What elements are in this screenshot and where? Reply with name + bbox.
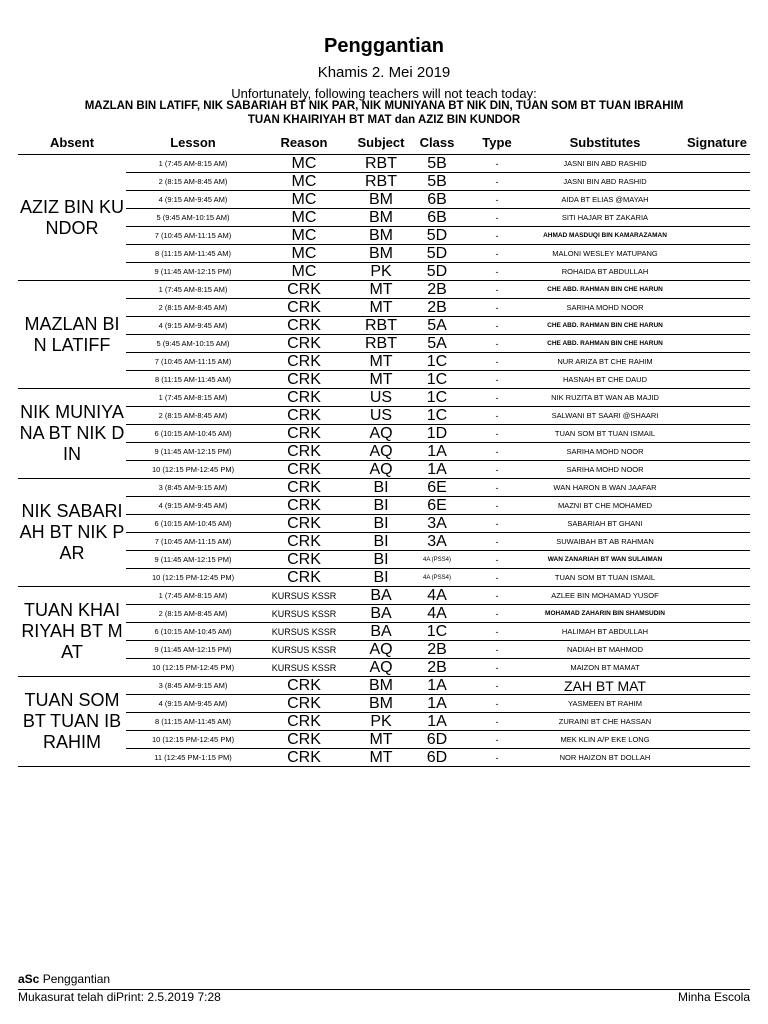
type-cell: -	[495, 303, 499, 313]
lesson-cell: 10 (12:15 PM-12:45 PM)	[151, 573, 235, 582]
subject-cell: BI	[373, 515, 389, 532]
lesson-cell: 4 (9:15 AM-9:45 AM)	[158, 501, 228, 510]
type-cell: -	[495, 681, 499, 691]
substitute-cell: SABARIAH BT GHANI	[567, 519, 643, 528]
reason-cell: MC	[291, 155, 317, 172]
lesson-cell: 5 (9:45 AM-10:15 AM)	[156, 339, 230, 348]
class-cell: 4A (PSS4)	[422, 557, 451, 563]
lesson-cell: 10 (12:15 PM-12:45 PM)	[151, 465, 235, 474]
class-cell: 1C	[426, 389, 448, 406]
absent-teacher-name: AZIZ BIN KUNDOR	[19, 196, 124, 238]
lesson-cell: 6 (10:15 AM-10:45 AM)	[154, 627, 232, 636]
class-cell: 1A	[427, 443, 447, 460]
type-cell: -	[495, 519, 499, 529]
lesson-cell: 11 (12:45 PM-1:15 PM)	[154, 753, 232, 762]
page-title: Penggantian	[323, 35, 444, 57]
class-cell: 4A	[427, 605, 447, 622]
subject-cell: MT	[369, 371, 393, 388]
column-header: Class	[419, 135, 455, 150]
lesson-cell: 9 (11:45 AM-12:15 PM)	[154, 447, 232, 456]
type-cell: -	[495, 753, 499, 763]
lesson-cell: 2 (8:15 AM-8:45 AM)	[158, 609, 228, 618]
class-cell: 6D	[426, 731, 448, 748]
reason-cell: KURSUS KSSR	[271, 663, 337, 673]
class-cell: 2B	[427, 659, 447, 676]
reason-cell: MC	[291, 209, 317, 226]
reason-cell: CRK	[287, 479, 321, 496]
substitute-cell: TUAN SOM BT TUAN ISMAIL	[554, 429, 656, 438]
column-header: Type	[482, 135, 512, 150]
lesson-cell: 3 (8:45 AM-9:15 AM)	[158, 681, 228, 690]
class-cell: 5D	[426, 227, 448, 244]
type-cell: -	[495, 627, 499, 637]
column-header: Substitutes	[569, 135, 641, 150]
subject-cell: BI	[373, 569, 389, 586]
subject-cell: AQ	[369, 641, 393, 658]
subject-cell: BA	[370, 623, 392, 640]
subject-cell: MT	[369, 299, 393, 316]
lesson-cell: 4 (9:15 AM-9:45 AM)	[158, 321, 228, 330]
lesson-cell: 10 (12:15 PM-12:45 PM)	[151, 735, 235, 744]
subject-cell: MT	[369, 731, 393, 748]
absent-teacher-name: NIK MUNIYANA BT NIK DIN	[19, 402, 125, 464]
substitute-cell: MOHAMAD ZAHARIN BIN SHAMSUDIN	[545, 610, 665, 618]
class-cell: 1A	[427, 461, 447, 478]
reason-cell: CRK	[287, 677, 321, 694]
lesson-cell: 9 (11:45 AM-12:15 PM)	[154, 645, 232, 654]
absent-teachers-line-1: MAZLAN BIN LATIFF, NIK SABARIAH BT NIK PAR, NIK MUNIYANA BT NIK DIN, TUAN SOM BT TUAN IBRAHIM	[84, 100, 684, 112]
reason-cell: CRK	[287, 695, 321, 712]
subject-cell: BM	[369, 227, 393, 244]
absent-teacher-name: NIK SABARIAH BT NIK PAR	[19, 501, 125, 563]
subject-cell: AQ	[369, 443, 393, 460]
reason-cell: CRK	[287, 569, 321, 586]
class-cell: 4A	[427, 587, 447, 604]
subject-cell: RBT	[365, 155, 397, 172]
type-cell: -	[495, 249, 499, 259]
class-cell: 1A	[427, 695, 447, 712]
class-cell: 1C	[426, 353, 448, 370]
class-cell: 1C	[426, 623, 448, 640]
class-cell: 5B	[427, 173, 447, 190]
footer-app: Penggantian	[39, 972, 111, 986]
reason-cell: CRK	[287, 713, 321, 730]
type-cell: -	[495, 501, 499, 511]
lesson-cell: 2 (8:15 AM-8:45 AM)	[158, 303, 228, 312]
substitute-cell: JASNI BIN ABD RASHID	[563, 177, 647, 186]
substitute-cell: CHE ABD. RAHMAN BIN CHE HARUN	[547, 286, 663, 294]
lesson-cell: 8 (11:15 AM-11:45 AM)	[154, 717, 231, 726]
type-cell: -	[495, 465, 499, 475]
type-cell: -	[495, 267, 499, 277]
subject-cell: PK	[370, 263, 392, 280]
substitute-cell: MALONI WESLEY MATUPANG	[552, 249, 658, 258]
class-cell: 1D	[426, 425, 448, 442]
lesson-cell: 9 (11:45 AM-12:15 PM)	[154, 555, 232, 564]
reason-cell: CRK	[287, 407, 321, 424]
reason-cell: CRK	[287, 425, 321, 442]
type-cell: -	[495, 537, 499, 547]
substitute-cell: NIK RUZITA BT WAN AB MAJID	[551, 393, 659, 402]
type-cell: -	[495, 213, 499, 223]
reason-cell: MC	[291, 245, 317, 262]
class-cell: 3A	[427, 533, 447, 550]
subject-cell: RBT	[365, 173, 397, 190]
class-cell: 6E	[427, 497, 447, 514]
type-cell: -	[495, 411, 499, 421]
reason-cell: CRK	[287, 353, 321, 370]
substitute-cell: ROHAIDA BT ABDULLAH	[561, 267, 649, 276]
reason-cell: CRK	[287, 749, 321, 766]
lesson-cell: 8 (11:15 AM-11:45 AM)	[154, 249, 231, 258]
type-cell: -	[495, 447, 499, 457]
reason-cell: CRK	[287, 497, 321, 514]
column-header: Lesson	[170, 135, 216, 150]
substitute-cell: AZLEE BIN MOHAMAD YUSOF	[551, 591, 659, 600]
column-header: Signature	[687, 135, 747, 150]
subject-cell: BI	[373, 497, 389, 514]
class-cell: 6E	[427, 479, 447, 496]
subject-cell: BM	[369, 677, 393, 694]
class-cell: 6D	[426, 749, 448, 766]
subject-cell: PK	[370, 713, 392, 730]
substitute-cell: HASNAH BT CHE DAUD	[562, 375, 648, 384]
class-cell: 5A	[427, 335, 447, 352]
class-cell: 4A (PSS4)	[422, 575, 451, 581]
subject-cell: MT	[369, 353, 393, 370]
substitute-cell: NUR ARIZA BT CHE RAHIM	[557, 357, 653, 366]
substitute-cell: HALIMAH BT ABDULLAH	[561, 627, 649, 636]
reason-cell: KURSUS KSSR	[271, 627, 337, 637]
class-cell: 2B	[427, 281, 447, 298]
class-cell: 1C	[426, 407, 448, 424]
subject-cell: AQ	[369, 461, 393, 478]
type-cell: -	[495, 429, 499, 439]
type-cell: -	[495, 735, 499, 745]
type-cell: -	[495, 663, 499, 673]
lesson-cell: 4 (9:15 AM-9:45 AM)	[158, 195, 228, 204]
type-cell: -	[495, 285, 499, 295]
class-cell: 1A	[427, 677, 447, 694]
lesson-cell: 10 (12:15 PM-12:45 PM)	[151, 663, 235, 672]
type-cell: -	[495, 231, 499, 241]
class-cell: 5D	[426, 245, 448, 262]
subject-cell: AQ	[369, 659, 393, 676]
type-cell: -	[495, 321, 499, 331]
substitute-cell: SARIHA MOHD NOOR	[566, 303, 644, 312]
substitute-cell: MAZNI BT CHE MOHAMED	[557, 501, 653, 510]
substitute-cell: NADIAH BT MAHMOD	[566, 645, 644, 654]
substitute-cell: AHMAD MASDUQI BIN KAMARAZAMAN	[543, 232, 667, 240]
class-cell: 6B	[427, 209, 447, 226]
reason-cell: CRK	[287, 389, 321, 406]
reason-cell: CRK	[287, 299, 321, 316]
type-cell: -	[495, 375, 499, 385]
type-cell: -	[495, 645, 499, 655]
subject-cell: BM	[369, 245, 393, 262]
type-cell: -	[495, 357, 499, 367]
column-header: Absent	[49, 135, 95, 150]
substitute-cell: ZAH BT MAT	[564, 678, 646, 694]
lesson-cell: 1 (7:45 AM-8:15 AM)	[158, 591, 228, 600]
absent-teacher-name: TUAN KHAIRIYAH BT MAT	[21, 600, 123, 662]
lesson-cell: 2 (8:15 AM-8:45 AM)	[158, 411, 228, 420]
substitute-cell: JASNI BIN ABD RASHID	[563, 159, 647, 168]
reason-cell: MC	[291, 227, 317, 244]
reason-cell: KURSUS KSSR	[271, 591, 337, 601]
substitute-cell: YASMEEN BT RAHIM	[568, 699, 642, 708]
subject-cell: US	[369, 407, 393, 424]
substitute-cell: WAN ZANARIAH BT WAN SULAIMAN	[547, 556, 663, 564]
substitute-cell: ZURAINI BT CHE HASSAN	[558, 717, 652, 726]
substitute-cell: SITI HAJAR BT ZAKARIA	[561, 213, 649, 222]
type-cell: -	[495, 483, 499, 493]
column-header: Reason	[280, 135, 328, 150]
type-cell: -	[495, 177, 499, 187]
lesson-cell: 2 (8:15 AM-8:45 AM)	[158, 177, 228, 186]
reason-cell: CRK	[287, 515, 321, 532]
type-cell: -	[495, 159, 499, 169]
page-date: Khamis 2. Mei 2019	[317, 64, 451, 81]
class-cell: 3A	[427, 515, 447, 532]
substitute-cell: SARIHA MOHD NOOR	[566, 465, 644, 474]
type-cell: -	[495, 555, 499, 565]
substitute-cell: MAIZON BT MAMAT	[570, 663, 640, 672]
absent-teacher-name: TUAN SOM BT TUAN IBRAHIM	[22, 690, 122, 752]
type-cell: -	[495, 393, 499, 403]
substitute-cell: CHE ABD. RAHMAN BIN CHE HARUN	[547, 322, 663, 330]
substitute-cell: WAN HARON B WAN JAAFAR	[553, 483, 657, 492]
reason-cell: CRK	[287, 551, 321, 568]
footer-brand: aSc	[18, 972, 40, 986]
type-cell: -	[495, 699, 499, 709]
subject-cell: BA	[370, 587, 392, 604]
reason-cell: CRK	[287, 281, 321, 298]
lesson-cell: 8 (11:15 AM-11:45 AM)	[154, 375, 231, 384]
subject-cell: BM	[369, 695, 393, 712]
subject-cell: BI	[373, 479, 389, 496]
substitute-cell: AIDA BT ELIAS @MAYAH	[561, 195, 649, 204]
lesson-cell: 7 (10:45 AM-11:15 AM)	[154, 537, 232, 546]
substitute-cell: SALWANI BT SAARI @SHAARI	[551, 411, 659, 420]
substitute-cell: NOR HAIZON BT DOLLAH	[559, 753, 651, 762]
reason-cell: CRK	[287, 533, 321, 550]
reason-cell: CRK	[287, 317, 321, 334]
type-cell: -	[495, 195, 499, 205]
type-cell: -	[495, 717, 499, 727]
substitute-cell: SUWAIBAH BT AB RAHMAN	[556, 537, 654, 546]
type-cell: -	[495, 591, 499, 601]
group-divider	[18, 766, 750, 767]
intro-text: Unfortunately, following teachers will not teach today:	[231, 86, 537, 101]
subject-cell: BM	[369, 191, 393, 208]
lesson-cell: 5 (9:45 AM-10:15 AM)	[156, 213, 230, 222]
reason-cell: MC	[291, 263, 317, 280]
reason-cell: KURSUS KSSR	[271, 609, 337, 619]
lesson-cell: 6 (10:15 AM-10:45 AM)	[154, 429, 232, 438]
reason-cell: KURSUS KSSR	[271, 645, 337, 655]
subject-cell: RBT	[365, 317, 397, 334]
lesson-cell: 1 (7:45 AM-8:15 AM)	[158, 285, 228, 294]
reason-cell: MC	[291, 191, 317, 208]
lesson-cell: 3 (8:45 AM-9:15 AM)	[158, 483, 228, 492]
lesson-cell: 1 (7:45 AM-8:15 AM)	[158, 393, 228, 402]
class-cell: 2B	[427, 641, 447, 658]
subject-cell: MT	[369, 281, 393, 298]
subject-cell: BI	[373, 533, 389, 550]
subject-cell: BA	[370, 605, 392, 622]
substitute-cell: MEK KLIN A/P EKE LONG	[560, 735, 650, 744]
substitute-cell: SARIHA MOHD NOOR	[566, 447, 644, 456]
reason-cell: MC	[291, 173, 317, 190]
lesson-cell: 1 (7:45 AM-8:15 AM)	[158, 159, 228, 168]
lesson-cell: 9 (11:45 AM-12:15 PM)	[154, 267, 232, 276]
class-cell: 1A	[427, 713, 447, 730]
footer-app-name	[18, 972, 110, 986]
type-cell: -	[495, 339, 499, 349]
substitute-cell: CHE ABD. RAHMAN BIN CHE HARUN	[547, 340, 663, 348]
substitute-cell: TUAN SOM BT TUAN ISMAIL	[554, 573, 656, 582]
subject-cell: BI	[373, 551, 389, 568]
class-cell: 5A	[427, 317, 447, 334]
lesson-cell: 7 (10:45 AM-11:15 AM)	[154, 231, 232, 240]
lesson-cell: 7 (10:45 AM-11:15 AM)	[154, 357, 232, 366]
lesson-cell: 6 (10:15 AM-10:45 AM)	[154, 519, 232, 528]
subject-cell: US	[369, 389, 393, 406]
reason-cell: CRK	[287, 335, 321, 352]
subject-cell: BM	[369, 209, 393, 226]
class-cell: 2B	[427, 299, 447, 316]
subject-cell: AQ	[369, 425, 393, 442]
subject-cell: MT	[369, 749, 393, 766]
reason-cell: CRK	[287, 371, 321, 388]
absent-teachers-line-2: TUAN KHAIRIYAH BT MAT dan AZIZ BIN KUNDOR	[247, 114, 521, 126]
reason-cell: CRK	[287, 461, 321, 478]
footer-printed: Mukasurat telah diPrint: 2.5.2019 7:28	[18, 990, 221, 1004]
type-cell: -	[495, 573, 499, 583]
class-cell: 5B	[427, 155, 447, 172]
subject-cell: RBT	[365, 335, 397, 352]
reason-cell: CRK	[287, 731, 321, 748]
class-cell: 5D	[426, 263, 448, 280]
column-header: Subject	[357, 135, 405, 150]
class-cell: 6B	[427, 191, 447, 208]
reason-cell: CRK	[287, 443, 321, 460]
footer-school: Minha Escola	[677, 990, 750, 1004]
class-cell: 1C	[426, 371, 448, 388]
lesson-cell: 4 (9:15 AM-9:45 AM)	[158, 699, 228, 708]
type-cell: -	[495, 609, 499, 619]
absent-teacher-name: MAZLAN BIN LATIFF	[24, 313, 120, 355]
